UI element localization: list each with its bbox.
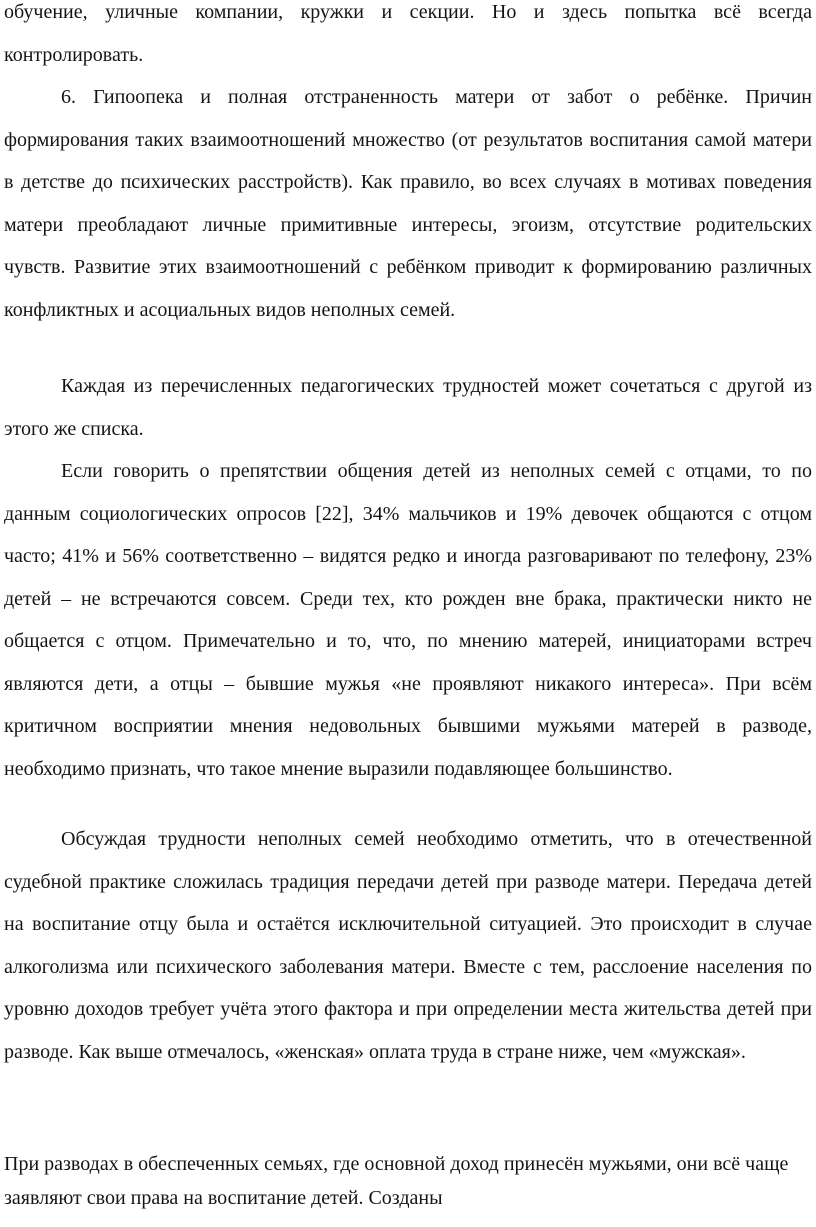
paragraph-father-contact: Если говорить о препятствии общения детей из неполных семей с отцами, то по данным социологических опросов [22], 34% мальчиков и 19% девочек общаются с отцом часто; 41% и 56% соответственно – видятся редко и иногда разговаривают по телефону, 23% детей – не встречаются совсем. Среди тех, кто рожден вне брака, практически никто не общается с отцом. Примечательно и то, что, по мнению матерей, инициаторами встреч являются дети, а отцы – бывшие мужья «не проявляют никакого интереса». При всём критичном восприятии мнения недовольных бывшими мужьями матерей в разводе, необходимо признать, что такое мнение выразили подавляющее большинство. [4,460,812,780]
paragraph-continuation: обучение, уличные компании, кружки и секции. Но и здесь попытка всё всегда контролировать. [4,1,812,66]
paragraph-wealthy-divorces: При разводах в обеспеченных семьях, где основной доход принесён мужьями, они всё чаще заявляют свои права на воспитание детей. Созданы [4,1153,789,1209]
paragraph-hypoprotection: 6. Гипоопека и полная отстраненность матери от забот о ребёнке. Причин формирования таких взаимоотношений множество (от результатов воспитания самой матери в детстве до психических расстройств). Как правило, во всех случаях в мотивах поведения матери преобладают личные примитивные интересы, эгоизм, отсутствие родительских чувств. Развитие этих взаимоотношений с ребёнком приводит к формированию различных конфликтных и асоциальных видов неполных семей. [4,86,812,321]
paragraph-court-practice: Обсуждая трудности неполных семей необходимо отметить, что в отечественной судебной практике сложилась традиция передачи детей при разводе матери. Передача детей на воспитание отцу была и остаётся исключительной ситуацией. Это происходит в случае алкоголизма или психического заболевания матери. Вместе с тем, расслоение населения по уровню доходов требует учёта этого фактора и при определении места жительства детей при разводе. Как выше отмечалось, «женская» оплата труда в стране ниже, чем «мужская». [4,828,812,1063]
paragraph-combination: Каждая из перечисленных педагогических трудностей может сочетаться с другой из этого же списка. [4,375,812,440]
